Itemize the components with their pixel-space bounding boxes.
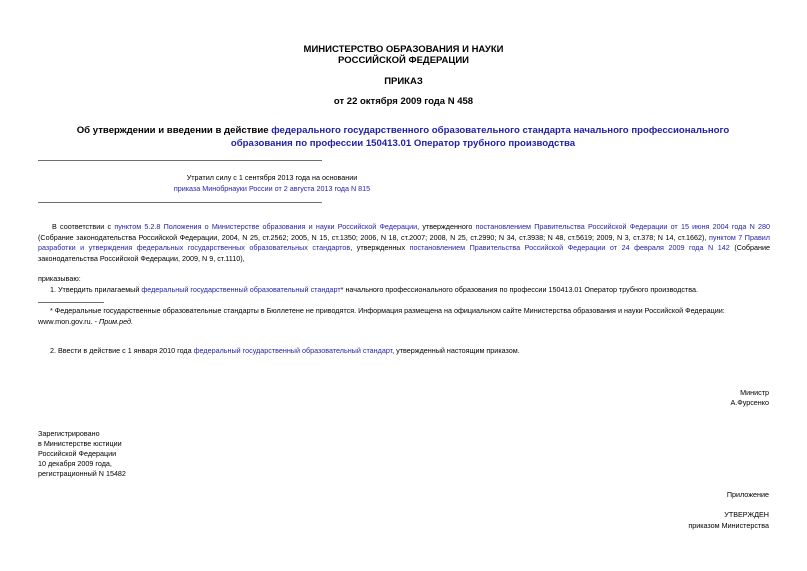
order-item-2 [50, 346, 770, 357]
item2-text-1: 2. Ввести в действие с 1 января 2010 года [50, 346, 194, 355]
appendix-approved: УТВЕРЖДЕН [724, 510, 769, 519]
preamble-link-rules-p7[interactable]: пунктом 7 Правил разработки и утверждения федеральных государственных образовательных стандартов [38, 232, 770, 253]
preamble-text-2: , утвержденного [417, 222, 476, 231]
item2-text-2: , утвержденный настоящим приказом. [392, 346, 520, 355]
note-lost-force: Утратил силу с 1 сентября 2013 года на основании [186, 173, 358, 182]
document-title [58, 125, 748, 150]
order-word: приказываю: [38, 274, 81, 283]
preamble-paragraph [38, 222, 770, 264]
footnote-text: * Федеральные государственные образовательные стандарты в Бюллетене не приводятся. Информация размещена на официальном сайте Министерства образования и науки Российской Федерации: www.mon.gov.ru. - [38, 306, 725, 326]
separator-bottom [38, 202, 322, 203]
preamble-text-4: , утвержденных [350, 243, 410, 253]
preamble-link-resolution-280[interactable]: постановлением Правительства Российской Федерации от 15 июня 2004 года N 280 [475, 222, 770, 231]
title-prefix: Об утверждении и введении в действие [76, 125, 272, 136]
item2-standard-link[interactable]: федеральный государственный образовательный стандарт [193, 346, 393, 355]
order-item-1 [50, 285, 770, 296]
doc-type: ПРИКАЗ [384, 76, 423, 87]
note-order-link[interactable]: приказа Минобрнауки России от 2 августа 2013 года N 815 [173, 184, 371, 193]
item1-text-1: 1. Утвердить прилагаемый [50, 285, 142, 294]
title-standard-link[interactable]: федерального государственного образовательного стандарта начального профессионального образования по профессии 150413.01 Оператор трубного производства [230, 125, 730, 149]
signature-name: А.Фурсенко [730, 398, 769, 407]
registration-line-2: в Министерстве юстиции [38, 439, 122, 448]
ministry-line-2: РОССИЙСКОЙ ФЕДЕРАЦИИ [337, 55, 469, 66]
footnote-editor-note: Прим.ред. [98, 316, 133, 326]
registration-line-4: 10 декабря 2009 года, [38, 459, 112, 468]
registration-line-3: Российской Федерации [38, 449, 117, 458]
footnote [38, 306, 773, 327]
registration-line-1: Зарегистрировано [38, 429, 100, 438]
preamble-link-regulation[interactable]: пунктом 5.2.8 Положения о Министерстве образования и науки Российской Федерации [114, 222, 418, 231]
item1-text-2: * начального профессионального образования по профессии 150413.01 Оператор трубного производства. [340, 285, 698, 294]
item1-standard-link[interactable]: федеральный государственный образовательный стандарт [141, 285, 341, 294]
preamble-text-5: (Собрание законодательства Российской Федерации, 2009, N 9, ст.1110), [38, 243, 771, 263]
footnote-separator [38, 302, 104, 303]
preamble-text-1: В соответствии с [52, 222, 115, 231]
appendix-label: Приложение [726, 490, 769, 499]
separator-top [38, 160, 322, 161]
preamble-text-3: (Собрание законодательства Российской Федерации, 2004, N 25, ст.2562; 2005, N 15, ст.1350; 2006, N 18, ст.2007; 2008, N 25, ст.2990; N 34, ст.3938; N 48, ст.5619; 2009, N 3, ст.378; N 14, ст.1662), [38, 232, 709, 242]
ministry-line-1: МИНИСТЕРСТВО ОБРАЗОВАНИЯ И НАУКИ [303, 44, 504, 55]
doc-date-number: от 22 октября 2009 года N 458 [333, 96, 474, 107]
signature-role: Министр [740, 388, 769, 397]
registration-line-5: регистрационный N 15482 [38, 469, 126, 478]
appendix-by-order: приказом Министерства [688, 521, 769, 530]
preamble-link-resolution-142[interactable]: постановлением Правительства Российской Федерации от 24 февраля 2009 года N 142 [409, 243, 730, 253]
